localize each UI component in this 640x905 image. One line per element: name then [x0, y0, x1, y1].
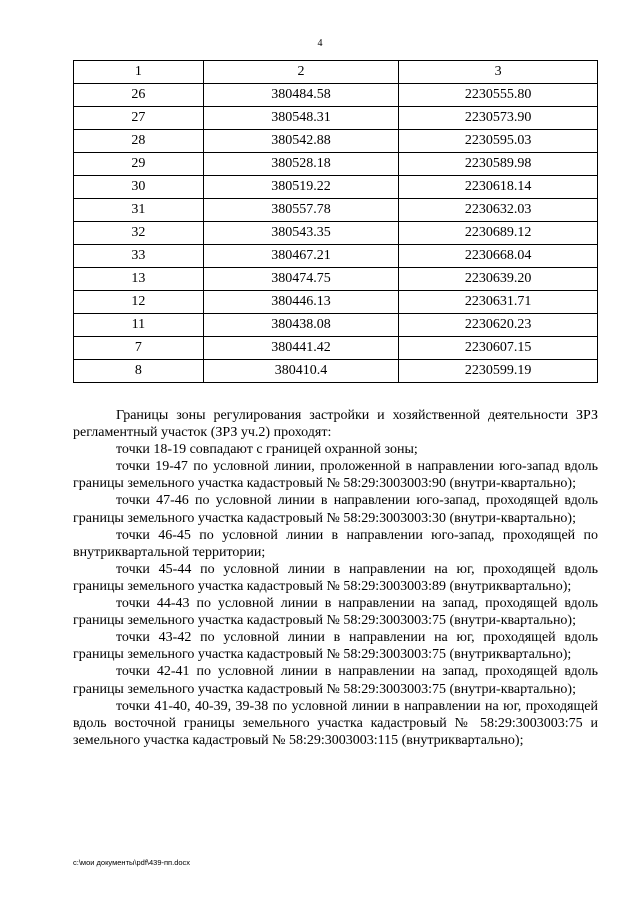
x-cell: 380438.08: [203, 314, 399, 337]
x-cell: 380467.21: [203, 245, 399, 268]
header-cell-x: 2: [203, 61, 399, 84]
table-row: [74, 176, 598, 199]
header-cell-point: 1: [74, 61, 204, 84]
y-cell: 2230689.12: [399, 222, 598, 245]
paragraph-points-45-44: точки 45-44 по условной линии в направлении на юг, проходящей вдоль границы земельного участка кадастровый № 58:29:3003003:89 (внутриквартально);: [73, 561, 598, 594]
point-cell: 7: [74, 337, 204, 360]
point-cell: 11: [74, 314, 204, 337]
x-cell: 380410.4: [203, 360, 399, 383]
y-cell: 2230639.20: [399, 268, 598, 291]
y-cell: 2230631.71: [399, 291, 598, 314]
paragraph-points-42-41: точки 42-41 по условной линии в направлении на запад, проходящей вдоль границы земельного участка кадастровый № 58:29:3003003:75 (внутри-квартально);: [73, 664, 598, 697]
y-cell: 2230668.04: [399, 245, 598, 268]
x-cell: 380441.42: [203, 337, 399, 360]
table-header-row: [74, 61, 598, 84]
paragraph-points-44-43: точки 44-43 по условной линии в направлении на запад, проходящей вдоль границы земельного участка кадастровый № 58:29:3003003:75 (внутри-квартально);: [73, 596, 598, 629]
table-row: [74, 153, 598, 176]
y-cell: 2230589.98: [399, 153, 598, 176]
y-cell: 2230632.03: [399, 199, 598, 222]
point-cell: 33: [74, 245, 204, 268]
point-cell: 13: [74, 268, 204, 291]
body-text: [73, 407, 598, 749]
point-cell: 28: [74, 130, 204, 153]
x-cell: 380484.58: [203, 84, 399, 107]
table-body: [74, 84, 598, 383]
point-cell: 29: [74, 153, 204, 176]
paragraph-points-46-45: точки 46-45 по условной линии в направлении юго-запад, проходящей по внутриквартальной территории;: [73, 527, 598, 560]
y-cell: 2230595.03: [399, 130, 598, 153]
x-cell: 380519.22: [203, 176, 399, 199]
header-cell-y: 3: [399, 61, 598, 84]
table-header: [74, 61, 598, 84]
x-cell: 380543.35: [203, 222, 399, 245]
y-cell: 2230573.90: [399, 107, 598, 130]
x-cell: 380446.13: [203, 291, 399, 314]
x-cell: 380557.78: [203, 199, 399, 222]
y-cell: 2230555.80: [399, 84, 598, 107]
x-cell: 380528.18: [203, 153, 399, 176]
paragraph-points-47-46: точки 47-46 по условной линии в направлении юго-запад, проходящей вдоль границы земельного участка кадастровый № 58:29:3003003:30 (внутри-квартально);: [73, 493, 598, 526]
paragraph-points-18-19: точки 18-19 совпадают с границей охранной зоны;: [116, 442, 418, 458]
table-row: [74, 84, 598, 107]
table-row: [74, 337, 598, 360]
footer-file-path: c:\мои документы\pdf\439-пп.docx: [73, 858, 191, 867]
table-row: [74, 291, 598, 314]
table-row: [74, 314, 598, 337]
y-cell: 2230618.14: [399, 176, 598, 199]
y-cell: 2230620.23: [399, 314, 598, 337]
point-cell: 26: [74, 84, 204, 107]
table-row: [74, 245, 598, 268]
x-cell: 380474.75: [203, 268, 399, 291]
table-row: [74, 360, 598, 383]
point-cell: 27: [74, 107, 204, 130]
point-cell: 32: [74, 222, 204, 245]
paragraph-points-19-47: точки 19-47 по условной линии, проложенной в направлении юго-запад вдоль границы земельного участка кадастровый № 58:29:3003003:90 (внутри-квартально);: [73, 459, 598, 492]
point-cell: 31: [74, 199, 204, 222]
table-row: [74, 199, 598, 222]
page-number: 4: [317, 38, 323, 49]
point-cell: 8: [74, 360, 204, 383]
x-cell: 380548.31: [203, 107, 399, 130]
coordinates-table: [73, 60, 598, 383]
paragraph-points-41-38: точки 41-40, 40-39, 39-38 по условной линии в направлении на юг, проходящей вдоль восточной границы земельного участка кадастровый № 58:29:3003003:75 и земельного участка кадастровый № 58:29:3003003:115 (внутриквартально);: [73, 698, 598, 748]
y-cell: 2230607.15: [399, 337, 598, 360]
table-row: [74, 107, 598, 130]
paragraph-intro: Границы зоны регулирования застройки и хозяйственной деятельности ЗРЗ регламентный участок (ЗРЗ уч.2) проходят:: [73, 408, 598, 441]
point-cell: 12: [74, 291, 204, 314]
table-row: [74, 130, 598, 153]
y-cell: 2230599.19: [399, 360, 598, 383]
point-cell: 30: [74, 176, 204, 199]
table-row: [74, 268, 598, 291]
paragraph-points-43-42: точки 43-42 по условной линии в направлении на юг, проходящей вдоль границы земельного участка кадастровый № 58:29:3003003:75 (внутриквартально);: [73, 630, 598, 663]
table-row: [74, 222, 598, 245]
x-cell: 380542.88: [203, 130, 399, 153]
